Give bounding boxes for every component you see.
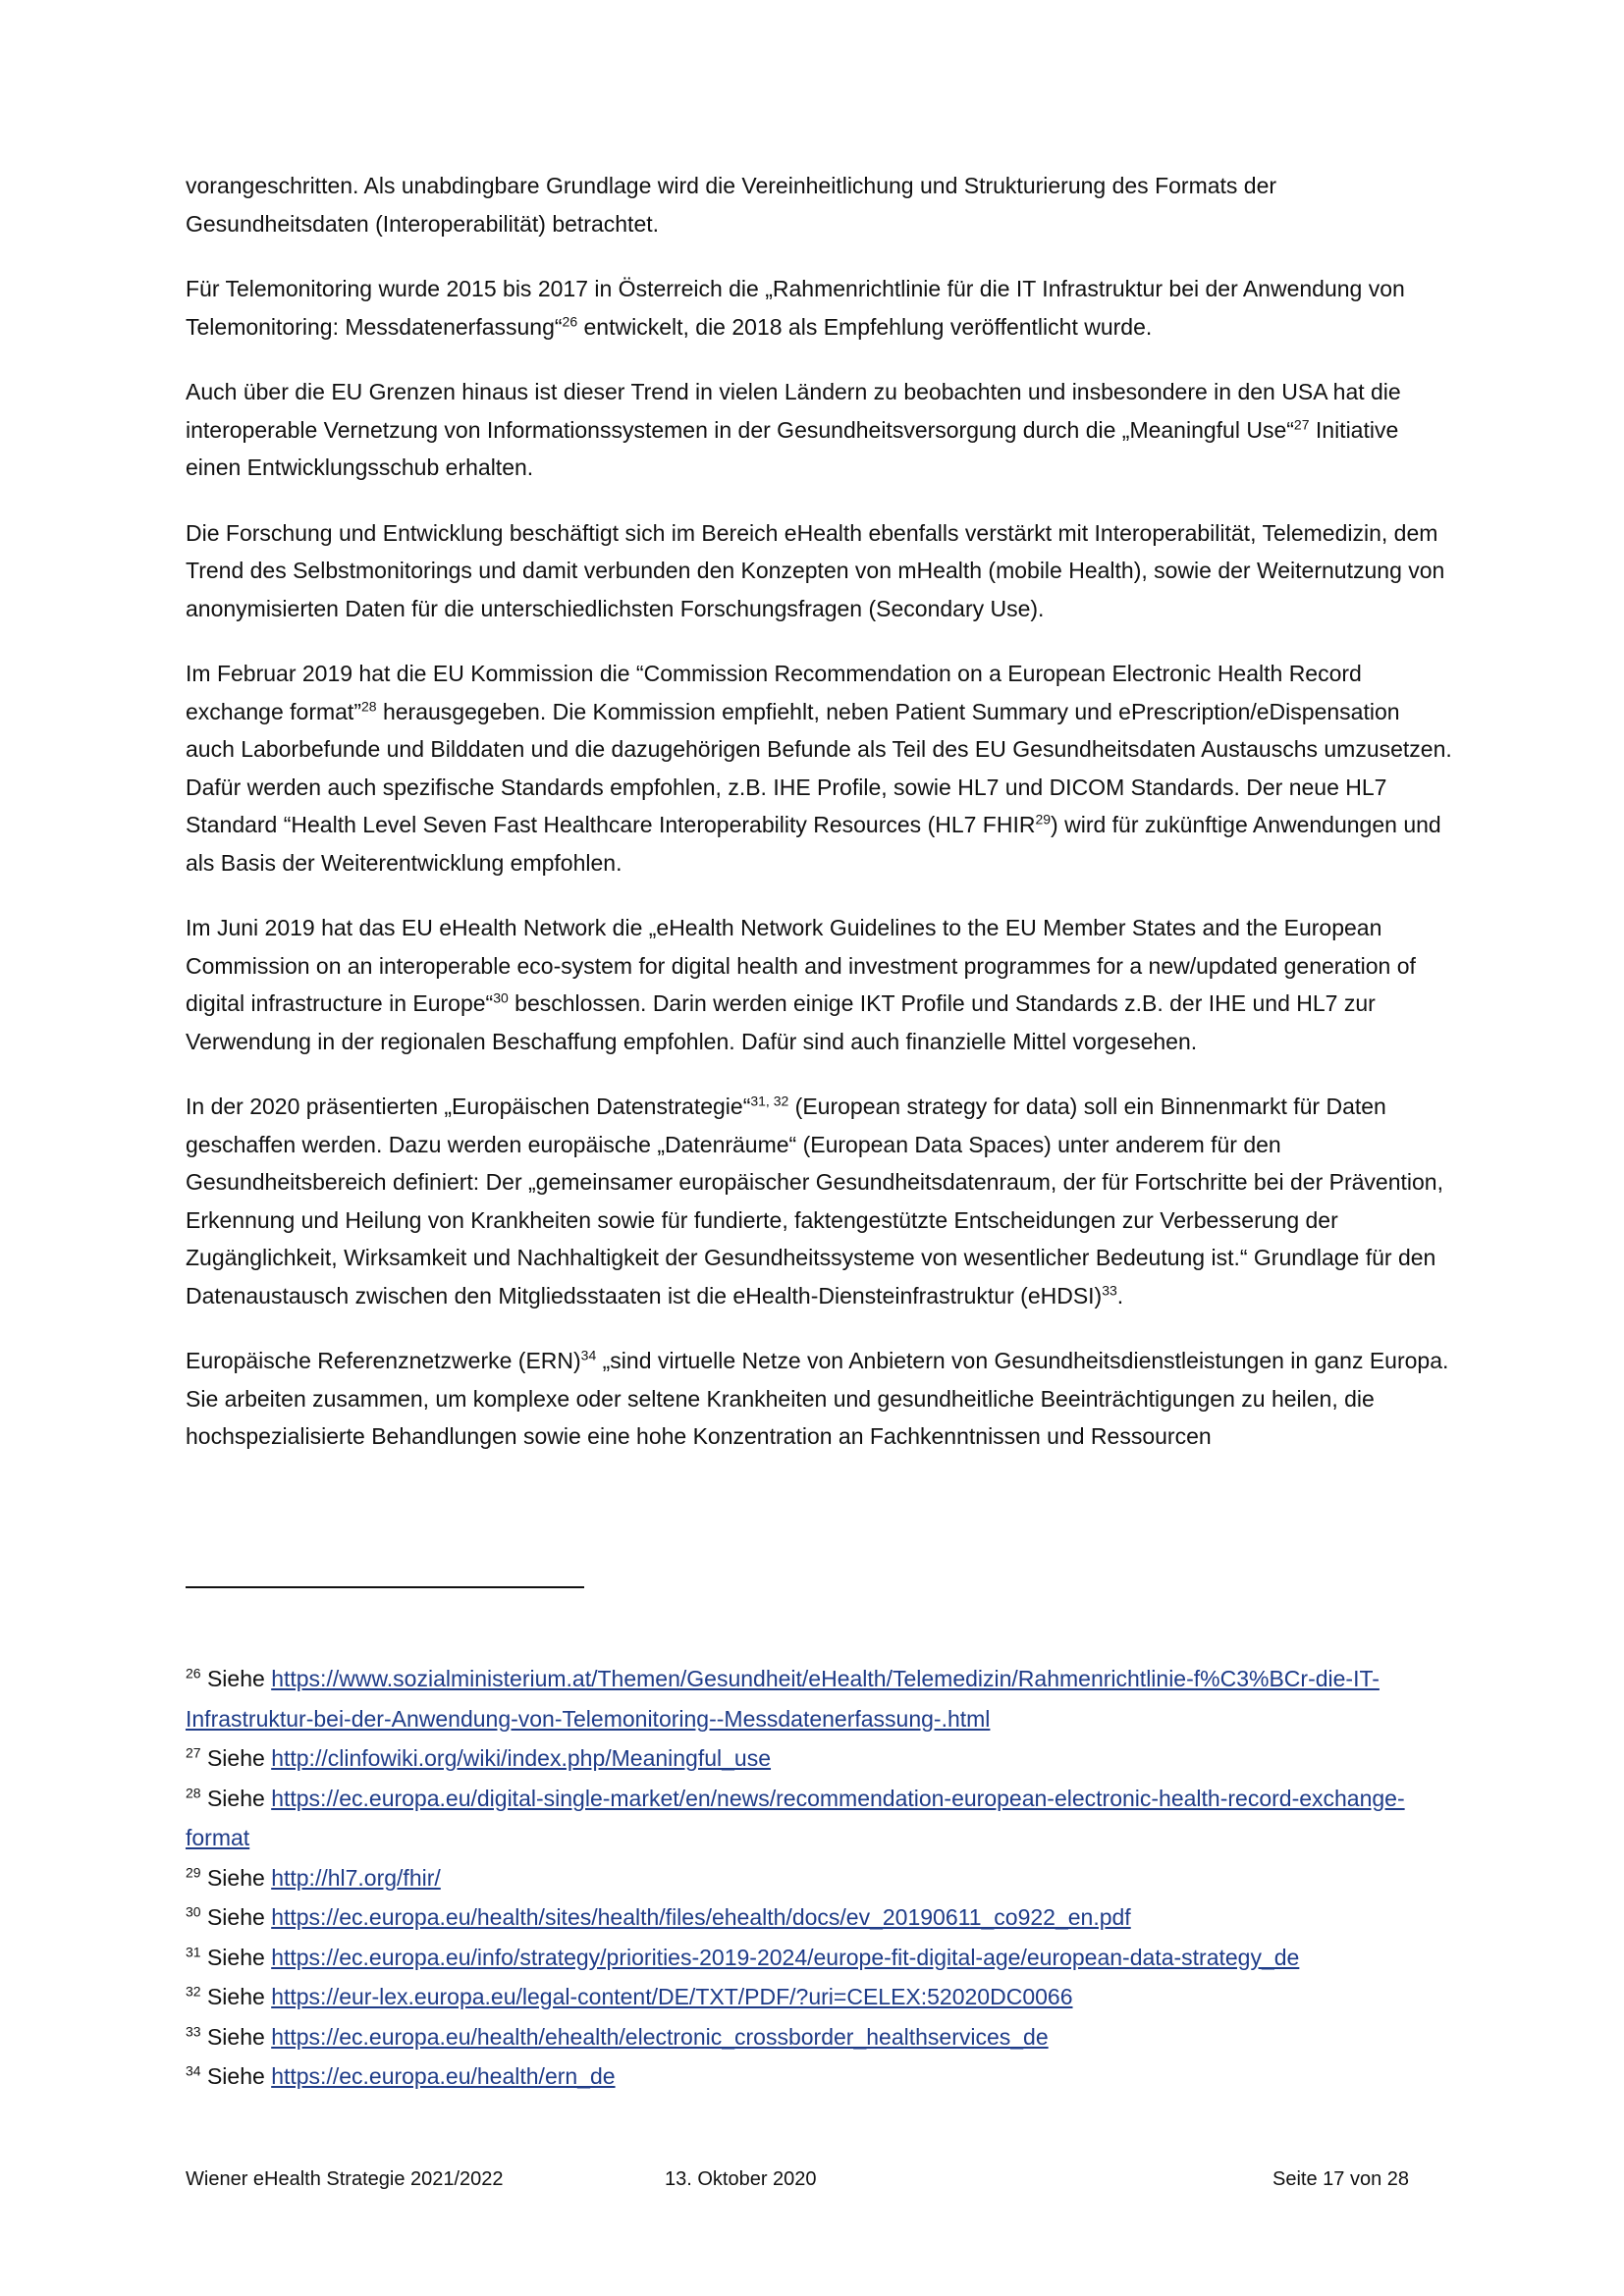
footnote-number: 27 [186,1744,201,1761]
footnote-number: 31 [186,1943,201,1959]
paragraph-3: Auch über die EU Grenzen hinaus ist dieser Trend in vielen Ländern zu beobachten und insbesondere in den USA hat die interoperable Vernetzung von Informationssystemen in der Gesundheitsversorgung durch die „Meaningful Use“$^{27}$ Initiative einen Entwicklungsschub erhalten. [186,379,1401,480]
footnote-29: $^{29}$ Siehe http://hl7.org/fhir/ [186,1863,441,1891]
footnote-31: $^{31}$ Siehe https://ec.europa.eu/info/strategy/priorities-2019-2024/europe-fit-digital-age/european-data-strategy_de [186,1943,1300,1970]
document-body [186,167,1452,1483]
footnote-ref-34[interactable]: 34 [580,1347,597,1363]
footnote-link[interactable]: https://ec.europa.eu/health/ern_de [271,2063,616,2089]
footnote-ref-28[interactable]: 28 [360,697,377,714]
footnote-ref-30[interactable]: 30 [493,989,509,1006]
footer-document-title: Wiener eHealth Strategie 2021/2022 [186,2168,504,2190]
footnote-link[interactable]: https://ec.europa.eu/health/ehealth/electronic_crossborder_healthservices_de [271,2023,1049,2050]
footnote-26: $^{26}$ Siehe https://www.sozialministerium.at/Themen/Gesundheit/eHealth/Telemedizin/Rahmenrichtlinie-f%C3%BCr-die-IT-Infrastruktur-bei-der-Anwendung-von-Telemonitoring--Messdatenerfassung-.html [186,1665,1380,1732]
footnote-30: $^{30}$ Siehe https://ec.europa.eu/health/sites/health/files/ehealth/docs/ev_20190611_co922_en.pdf [186,1903,1131,1930]
paragraph-6: Im Juni 2019 hat das EU eHealth Network die „eHealth Network Guidelines to the EU Member States and the European Commission on an interoperable eco-system for digital health and investment programmes for a new/updated generation of digital infrastructure in Europe“$^{30}$ beschlossen. Darin werden einige IKT Profile und Standards z.B. der IHE und HL7 zur Verwendung in der regionalen Beschaffung empfohlen. Dafür sind auch finanzielle Mittel vorgesehen. [186,915,1416,1054]
footnote-ref-27[interactable]: 27 [1293,415,1310,432]
footnote-32: $^{32}$ Siehe https://eur-lex.europa.eu/legal-content/DE/TXT/PDF/?uri=CELEX:52020DC0066 [186,1983,1073,2009]
footnote-ref-29[interactable]: 29 [1035,811,1052,828]
footnote-link[interactable]: https://ec.europa.eu/digital-single-market/en/news/recommendation-european-electronic-health-record-exchange-format [186,1785,1405,1850]
paragraph-8: Europäische Referenznetzwerke (ERN)$^{34}$ „sind virtuelle Netze von Anbietern von Gesundheitsdienstleistungen in ganz Europa. Sie arbeiten zusammen, um komplexe oder seltene Krankheiten und gesundheitliche Beeinträchtigungen zu heilen, die hochspezialisierte Behandlungen sowie eine hohe Konzentration an Fachkenntnissen und Ressourcen [186,1347,1449,1449]
paragraph-2: Für Telemonitoring wurde 2015 bis 2017 in Österreich die „Rahmenrichtlinie für die IT Infrastruktur bei der Anwendung von Telemonitoring: Messdatenerfassung“$^{26}$ entwickelt, die 2018 als Empfehlung veröffentlicht wurde. [186,276,1405,340]
footnotes [186,1659,1462,2097]
footnote-34: $^{34}$ Siehe https://ec.europa.eu/health/ern_de [186,2062,616,2089]
footnote-28: $^{28}$ Siehe https://ec.europa.eu/digital-single-market/en/news/recommendation-european-electronic-health-record-exchange-format [186,1784,1405,1850]
footnote-number: 29 [186,1863,201,1880]
footer-date: 13. Oktober 2020 [665,2168,817,2190]
footnote-link[interactable]: https://eur-lex.europa.eu/legal-content/DE/TXT/PDF/?uri=CELEX:52020DC0066 [271,1984,1073,2009]
paragraph-1: vorangeschritten. Als unabdingbare Grundlage wird die Vereinheitlichung und Strukturierung des Formats der Gesundheitsdaten (Interoperabilität) betrachtet. [186,173,1277,237]
footnote-33: $^{33}$ Siehe https://ec.europa.eu/health/ehealth/electronic_crossborder_healthservices_de [186,2022,1049,2050]
footnote-number: 32 [186,1983,201,2000]
footer-page-number: Seite 17 von 28 [1272,2168,1409,2190]
footnote-ref-33[interactable]: 33 [1102,1281,1117,1298]
footnote-ref-31-32[interactable]: 31, 32 [750,1093,789,1109]
footnote-number: 33 [186,2022,201,2039]
footnote-separator [186,1586,584,1588]
footnote-number: 34 [186,2062,201,2079]
footnote-link[interactable]: http://clinfowiki.org/wiki/index.php/Meaningful_use [271,1745,772,1771]
footnote-number: 30 [186,1903,201,1920]
footnote-link[interactable]: https://ec.europa.eu/health/sites/health/files/ehealth/docs/ev_20190611_co922_en.pdf [271,1904,1131,1930]
paragraph-7: In der 2020 präsentierten „Europäischen Datenstrategie“$^{31, 32}$ (European strategy for data) soll ein Binnenmarkt für Daten geschaffen werden. Dazu werden europäische „Datenräume“ (European Data Spaces) unter anderem für den Gesundheitsbereich definiert: Der „gemeinsamer europäischer Gesundheitsdatenraum, der für Fortschritte bei der Prävention, Erkennung und Heilung von Krankheiten sowie für fundierte, faktengestützte Entscheidungen zur Verbesserung der Zugänglichkeit, Wirksamkeit und Nachhaltigkeit der Gesundheitssysteme von wesentlicher Bedeutung ist.“ Grundlage für den Datenaustausch zwischen den Mitgliedsstaaten ist die eHealth-Diensteinfrastruktur (eHDSI)$^{33}$. [186,1093,1443,1308]
footnote-number: 28 [186,1784,201,1800]
footnote-link[interactable]: https://www.sozialministerium.at/Themen/Gesundheit/eHealth/Telemedizin/Rahmenrichtlinie-f%C3%BCr-die-IT-Infrastruktur-bei-der-Anwendung-von-Telemonitoring--Messdatenerfassung-.html [186,1666,1380,1732]
paragraph-5: Im Februar 2019 hat die EU Kommission die “Commission Recommendation on a European Electronic Health Record exchange format”$^{28}$ herausgegeben. Die Kommission empfiehlt, neben Patient Summary und ePrescription/eDispensation auch Laborbefunde und Bilddaten und die dazugehörigen Befunde als Teil des EU Gesundheitsdaten Austauschs umzusetzen. Dafür werden auch spezifische Standards empfohlen, z.B. IHE Profile, sowie HL7 und DICOM Standards. Der neue HL7 Standard “Health Level Seven Fast Healthcare Interoperability Resources (HL7 FHIR$^{29}$) wird für zukünftige Anwendungen und als Basis der Weiterentwicklung empfohlen. [186,661,1452,876]
footnote-link[interactable]: https://ec.europa.eu/info/strategy/priorities-2019-2024/europe-fit-digital-age/european-data-strategy_de [271,1944,1300,1970]
paragraph-4: Die Forschung und Entwicklung beschäftigt sich im Bereich eHealth ebenfalls verstärkt mit Interoperabilität, Telemedizin, dem Trend des Selbstmonitorings und damit verbunden den Konzepten von mHealth (mobile Health), sowie der Weiternutzung von anonymisierten Daten für die unterschiedlichsten Forschungsfragen (Secondary Use). [186,519,1445,621]
footnote-ref-26[interactable]: 26 [562,312,578,329]
footnote-number: 26 [186,1665,201,1682]
footnote-link[interactable]: http://hl7.org/fhir/ [271,1864,441,1891]
footnote-27: $^{27}$ Siehe http://clinfowiki.org/wiki/index.php/Meaningful_use [186,1744,772,1771]
